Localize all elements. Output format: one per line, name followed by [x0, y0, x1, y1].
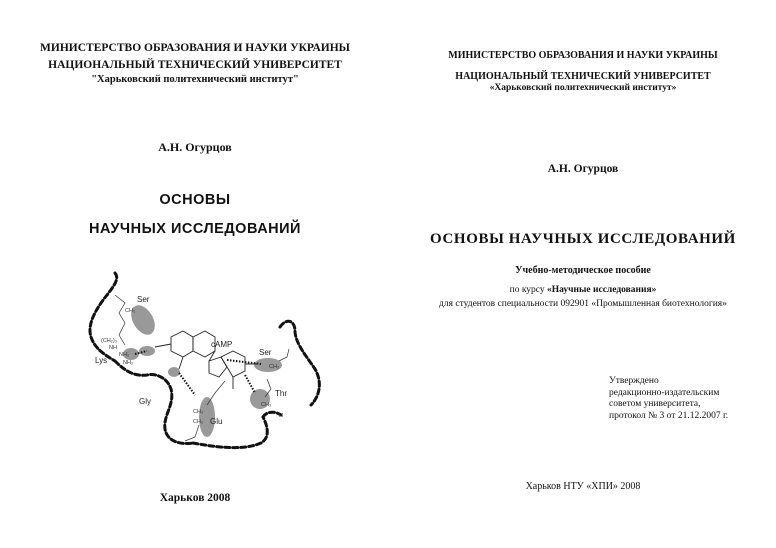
label-nh: NH: [109, 345, 117, 351]
approval-line-3: советом университета,: [609, 399, 701, 409]
label-thr-ch3: CH₃: [261, 402, 272, 408]
label-ser-top: Ser: [137, 295, 150, 304]
cover-author: А.Н. Огурцов: [158, 140, 232, 154]
hydrogen-bonds: [135, 351, 261, 395]
course-prefix: по курсу: [509, 285, 545, 295]
approval-line-4: протокол № 3 от 21.12.2007 г.: [609, 410, 729, 421]
title-author: А.Н. Огурцов: [547, 163, 619, 175]
label-lys: Lys: [95, 356, 108, 365]
title-university: НАЦИОНАЛЬНЫЙ ТЕХНИЧЕСКИЙ УНИВЕРСИТЕТ: [455, 71, 711, 82]
title-course: [390, 285, 776, 295]
label-gly: Gly: [139, 397, 151, 406]
label-glu-ch2-2: CH₂: [193, 419, 204, 425]
camp-molecule: [155, 331, 257, 389]
label-thr-h: H: [279, 413, 283, 419]
label-ser-ch2-right: CH₂: [269, 364, 280, 370]
cover-ministry: МИНИСТЕРСТВО ОБРАЗОВАНИЯ И НАУКИ УКРАИНЫ: [40, 42, 350, 54]
approval-line-2: редакционно-издательским: [609, 387, 720, 398]
label-lys-chain: (CH₂)₃: [101, 338, 117, 344]
cover-institute: "Харьковский политехнический институт": [91, 74, 299, 85]
label-camp: cAMP: [211, 340, 233, 349]
cover-title-line1: ОСНОВЫ: [159, 192, 231, 208]
label-nh2-b: NH₂: [123, 360, 134, 366]
label-glu: Glu: [210, 417, 223, 426]
approval-block: [609, 376, 728, 422]
title-audience: для студентов специальности 092901 «Промышленная биотехнология»: [439, 299, 727, 309]
title-page: [390, 0, 776, 548]
cover-university: НАЦИОНАЛЬНЫЙ ТЕХНИЧЕСКИЙ УНИВЕРСИТЕТ: [48, 59, 342, 71]
cover-city-year: Харьков 2008: [159, 492, 231, 504]
title-subtitle: Учебно-методическое пособие: [515, 265, 651, 276]
label-thr: Thr: [275, 389, 287, 398]
camp-binding-site-illustration: [75, 265, 330, 460]
label-ser-ch2: CH₂: [125, 308, 136, 314]
title-imprint: Харьков НТУ «ХПИ» 2008: [525, 481, 641, 492]
side-chain-highlights: [123, 301, 282, 437]
label-ser-right: Ser: [259, 348, 272, 357]
cover-title-line2: НАУЧНЫХ ИССЛЕДОВАНИЙ: [89, 221, 301, 237]
title-institute: «Харьковский политехнический институт»: [489, 83, 677, 93]
title-main: ОСНОВЫ НАУЧНЫХ ИССЛЕДОВАНИЙ: [430, 231, 736, 247]
title-ministry: МИНИСТЕРСТВО ОБРАЗОВАНИЯ И НАУКИ УКРАИНЫ: [448, 50, 718, 61]
course-name: «Научные исследования»: [547, 285, 657, 295]
label-nh2-a: NH₂: [119, 352, 130, 358]
approval-line-1: Утверждено: [609, 376, 659, 386]
label-glu-ch2-1: CH₂: [193, 409, 204, 415]
